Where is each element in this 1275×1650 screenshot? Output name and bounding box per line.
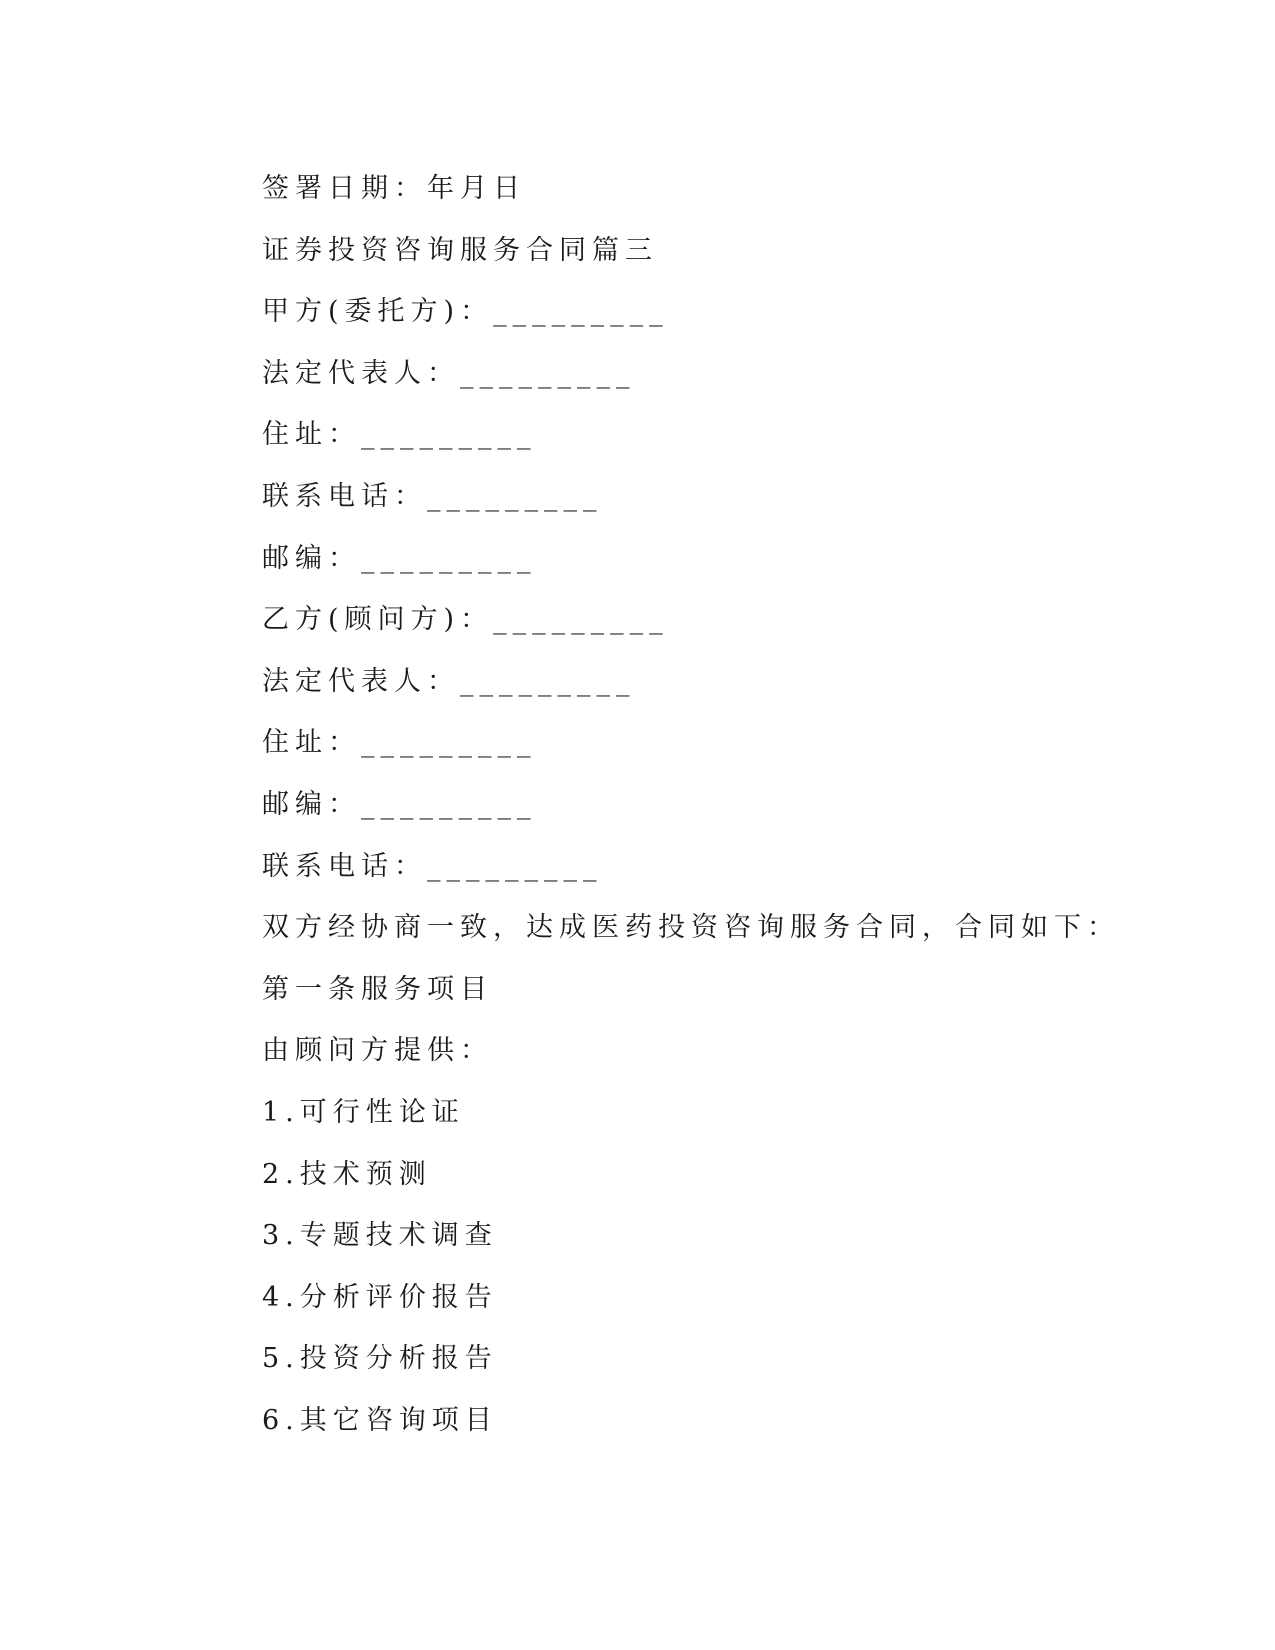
party-a-postcode-line: 邮编：_________ bbox=[262, 542, 537, 574]
agreement-statement: 双方经协商一致，达成医药投资咨询服务合同，合同如下： bbox=[262, 912, 1120, 944]
party-b-postcode-line: 邮编：_________ bbox=[262, 788, 537, 820]
provided-by-line: 由顾问方提供： bbox=[262, 1035, 493, 1067]
document-body bbox=[262, 158, 1162, 1451]
signing-date-line: 签署日期：年月日 bbox=[262, 173, 526, 204]
party-a-phone-line: 联系电话：_________ bbox=[262, 480, 603, 512]
list-item: 4.分析评价报告 bbox=[262, 1281, 498, 1313]
list-item: 6.其它咨询项目 bbox=[262, 1404, 498, 1436]
party-b-legal-representative-line: 法定代表人：_________ bbox=[262, 665, 636, 697]
party-b-line: 乙方(顾问方)：_________ bbox=[262, 604, 669, 636]
party-a-legal-representative-line: 法定代表人：_________ bbox=[262, 357, 636, 389]
party-a-line: 甲方(委托方)：_________ bbox=[262, 296, 669, 328]
list-item: 2.技术预测 bbox=[262, 1158, 432, 1190]
section-heading: 证券投资咨询服务合同篇三 bbox=[262, 234, 658, 266]
party-b-address-line: 住址：_________ bbox=[262, 727, 537, 759]
list-item: 1.可行性论证 bbox=[262, 1096, 465, 1128]
party-a-address-line: 住址：_________ bbox=[262, 419, 537, 451]
list-item: 3.专题技术调查 bbox=[262, 1220, 498, 1252]
article-one-heading: 第一条服务项目 bbox=[262, 973, 493, 1005]
list-item: 5.投资分析报告 bbox=[262, 1343, 498, 1375]
party-b-phone-line: 联系电话：_________ bbox=[262, 850, 603, 882]
